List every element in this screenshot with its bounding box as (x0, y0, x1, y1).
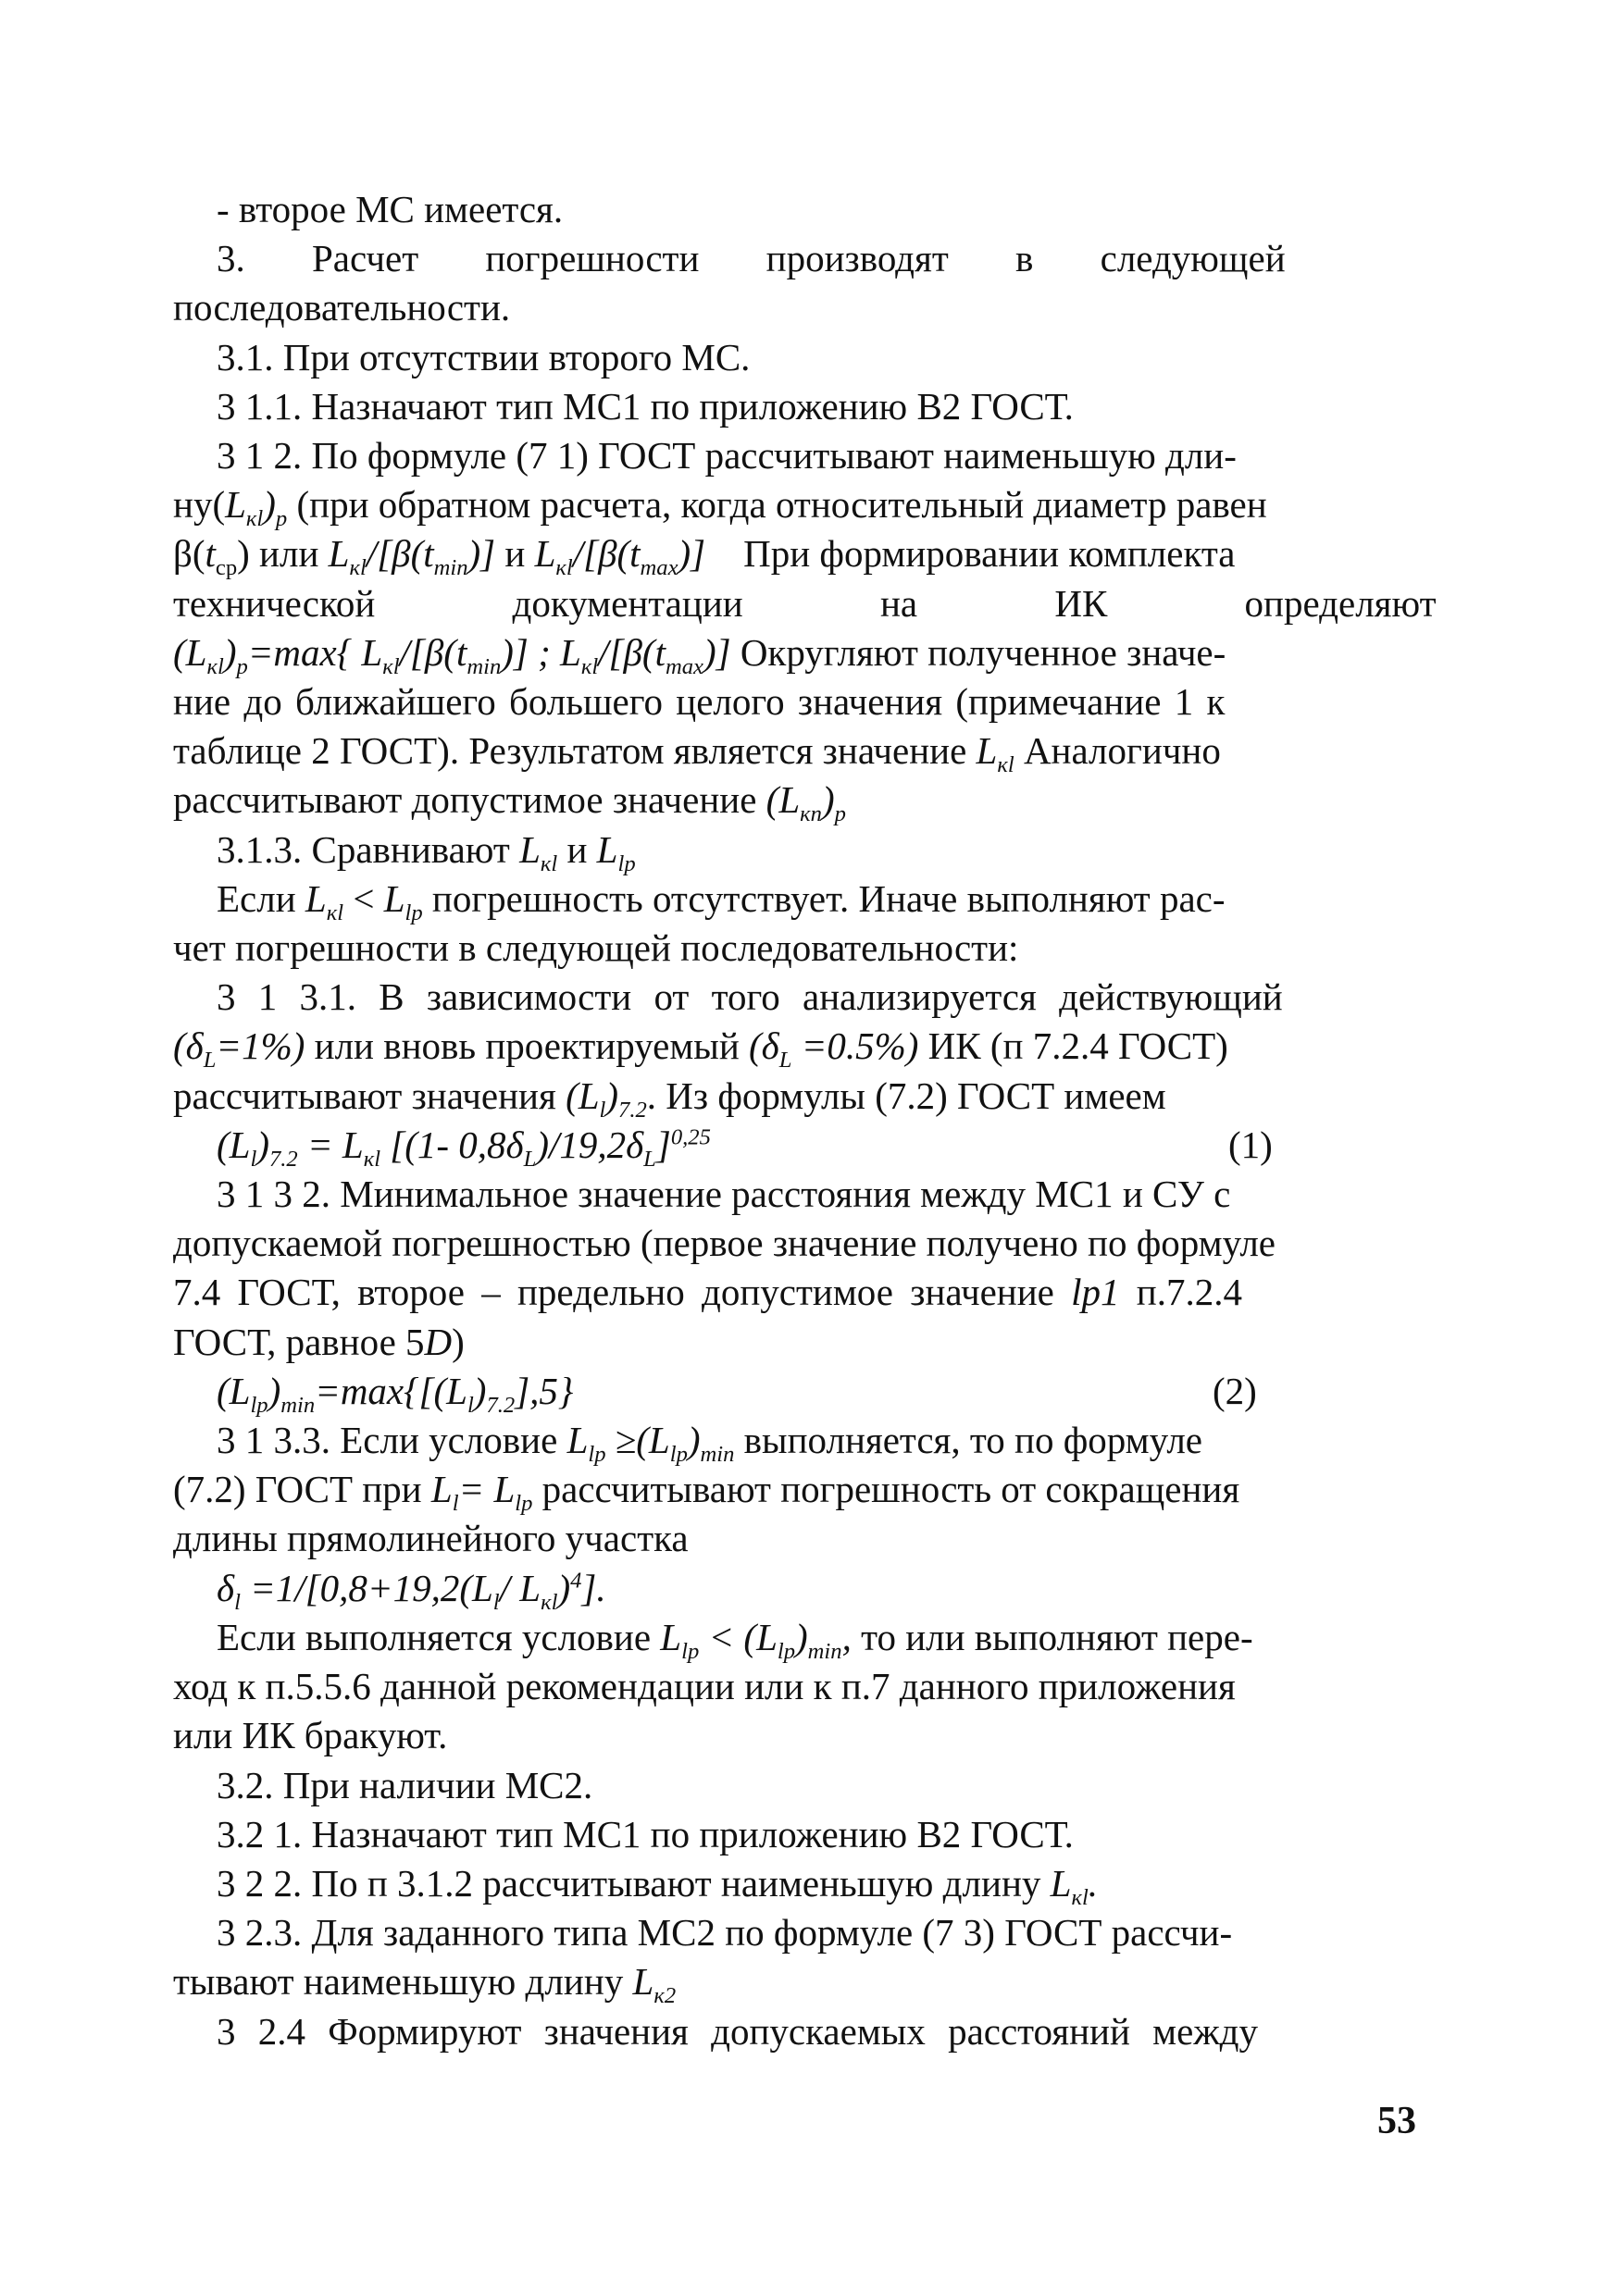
formula-1 (173, 1121, 1432, 1173)
text-line (173, 1022, 1432, 1074)
text-line: 3.2. При наличии МС2. (217, 1763, 593, 1806)
text-segment: (7.2) ГОСТ при (173, 1468, 431, 1511)
formula-inline: $L_{кl}/[\beta(t_{min})]$ (328, 532, 496, 581)
text-line (173, 1072, 1432, 1121)
formula-inline: $(\delta_L=1\%)$ (173, 1024, 305, 1074)
text-segment: Если (217, 876, 305, 920)
formula-inline: $(L_l)_{7.2}$ (566, 1074, 647, 1123)
text-line: последовательности. (173, 286, 511, 329)
text-line (173, 776, 1432, 825)
text-segment: ИК (п 7.2.4 ГОСТ) (918, 1024, 1228, 1068)
text-segment: рассчитывают значения (173, 1074, 566, 1117)
text-segment: таблице 2 ГОСТ). Результатом является значение (173, 729, 977, 773)
text-segment: то или выполняют пере- (851, 1615, 1253, 1658)
text-line (173, 1613, 1432, 1665)
formula-3 (173, 1564, 1432, 1613)
text-line (173, 628, 1432, 680)
text-line (173, 875, 1432, 924)
formula-inline: $L_{lp} \ge(L_{lp})_{min}$ (566, 1419, 735, 1468)
text-line (173, 1859, 1432, 1911)
text-segment: или (249, 532, 329, 576)
text-line: ход к п.5.5.6 данной рекомендации или к п.7 данного приложения (173, 1665, 1236, 1708)
text-line (173, 529, 1432, 581)
formula-number: (2) (1213, 1369, 1257, 1412)
formula-inline: $L_{кl})_p$ (225, 483, 288, 532)
text-segment: 3.1.3. Сравнивают (217, 827, 520, 871)
formula-inline: $L_{lp}$ (383, 876, 423, 926)
text-segment: < (343, 876, 384, 920)
text-line: 3 1 3.1. В зависимости от того анализируется действующий (217, 975, 1283, 1019)
text-line: или ИК бракуют. (173, 1714, 448, 1757)
text-segment: ГОСТ, равное 5 (173, 1320, 425, 1363)
text-segment: рассчитывают погрешность от сокращения (532, 1468, 1240, 1511)
formula-inline: $L_{кl}$ (519, 827, 558, 876)
formula-body: $(L_l)_{7.2} = L_{кl}$ [(1- $0,8\delta_L)/19,2\delta_L]^{0,25}$ (217, 1123, 711, 1173)
formula-number: (1) (1228, 1123, 1273, 1166)
text-segment: или вновь проектируемый (305, 1024, 750, 1068)
text-segment: . Из формулы (7.2) ГОСТ имеем (646, 1074, 1166, 1117)
text-segment: тывают наименьшую длину (173, 1960, 633, 2004)
text-segment: выполняется, то по формуле (734, 1419, 1202, 1462)
formula-inline: $L_l= L_{lp}$ (430, 1468, 533, 1517)
text-segment: ) (452, 1320, 465, 1363)
formula-inline: lp1 (1071, 1271, 1120, 1314)
formula-inline: $(\delta_L =0.5\%)$ (749, 1024, 919, 1074)
text-line (173, 825, 1432, 875)
text-line (173, 480, 1432, 532)
formula-inline: $L_{кl}$ (305, 876, 344, 926)
formula-2 (173, 1367, 1432, 1419)
page-number: 53 (1377, 2100, 1416, 2142)
formula-inline: $L_{lp} < (L_{lp})_{min}$, (660, 1615, 852, 1665)
formula-inline: $L_{кl}/[\beta(t_{max})]$ (534, 532, 706, 581)
text-line: чет погрешности в следующей последовательности: (173, 926, 1019, 970)
text-line (173, 1318, 1432, 1367)
text-line: 3 1 2. По формуле (7 1) ГОСТ рассчитывают наименьшую дли- (217, 434, 1237, 478)
text-segment: ну( (173, 483, 226, 527)
formula-inline: $(L_{кn})_p$ (765, 778, 846, 827)
text-line (173, 726, 1432, 776)
text-line: длины прямолинейного участка (173, 1517, 689, 1560)
text-line: 3 1.1. Назначают тип МС1 по приложению В2 ГОСТ. (217, 384, 1074, 428)
text-line: ние до ближайшего большего целого значения (примечание 1 к (173, 680, 1226, 724)
text-line: 3 2.3. Для заданного типа МС2 по формуле (7 3) ГОСТ рассчи- (217, 1911, 1233, 1955)
formula-inline: $L_{lp}$ (596, 827, 636, 876)
text-segment: и (557, 827, 597, 871)
formula-inline: $(L_{кl})_p=\max${ $L_{кl}/[\beta(t_{min})]$ ; $L_{кl}/[\beta(t_{max})]$ (173, 630, 731, 680)
text-line: технической документации на ИК определяют (173, 581, 1437, 625)
text-segment: 3 1 3.3. Если условие (217, 1419, 567, 1462)
text-line: допускаемой погрешностью (первое значение получено по формуле (173, 1222, 1276, 1265)
text-line: - второе МС имеется. (217, 188, 564, 230)
text-line (173, 1268, 1432, 1317)
text-line: 3 2.4 Формируют значения допускаемых расстояний между (217, 2009, 1259, 2053)
formula-inline: $\beta(t_{cp})$ (173, 532, 250, 581)
text-line: 3. Расчет погрешности производят в следующей (217, 237, 1286, 280)
text-segment: При формировании комплекта (733, 532, 1236, 576)
text-segment: Если выполняется условие (217, 1615, 661, 1658)
text-segment: 3 2 2. По п 3.1.2 рассчитывают наименьшую длину (217, 1861, 1051, 1905)
text-line (173, 1957, 1432, 2009)
text-line: 3 1 3 2. Минимальное значение расстояния между МС1 и СУ с (217, 1173, 1231, 1216)
text-segment: Аналогично (1014, 729, 1221, 773)
formula-inline: $L_{кl}$ (976, 729, 1014, 778)
text-segment: (при обратном расчета, когда относительный диаметр равен (287, 483, 1267, 527)
text-line (173, 1465, 1432, 1517)
text-line: 3.2 1. Назначают тип МС1 по приложению В2 ГОСТ. (217, 1812, 1074, 1855)
formula-inline: $L_{к2}$ (632, 1960, 677, 2009)
text-segment: 7.4 ГОСТ, второе – предельно допустимое значение (173, 1271, 1072, 1314)
document-page (173, 185, 1437, 2056)
formula-inline: $L_{кl}$. (1050, 1861, 1099, 1911)
formula-body: $\delta_l =1/[0,8+19,2(L_l/$ $L_{кl})^4$]. (217, 1566, 606, 1615)
formula-inline: D (424, 1320, 453, 1363)
text-line: 3.1. При отсутствии второго МС. (217, 335, 751, 379)
text-segment: и (495, 532, 535, 576)
text-segment: рассчитывают допустимое значение (173, 778, 766, 822)
text-segment: Округляют полученное значе- (730, 630, 1226, 674)
formula-body: $(L_{lp})_{min}=\max\{[(L_l)_{7.2}],5\}$ (217, 1369, 574, 1419)
text-segment: погрешность отсутствует. Иначе выполняют рас- (422, 876, 1226, 920)
text-line (173, 1416, 1432, 1468)
text-segment: п.7.2.4 (1119, 1271, 1242, 1314)
